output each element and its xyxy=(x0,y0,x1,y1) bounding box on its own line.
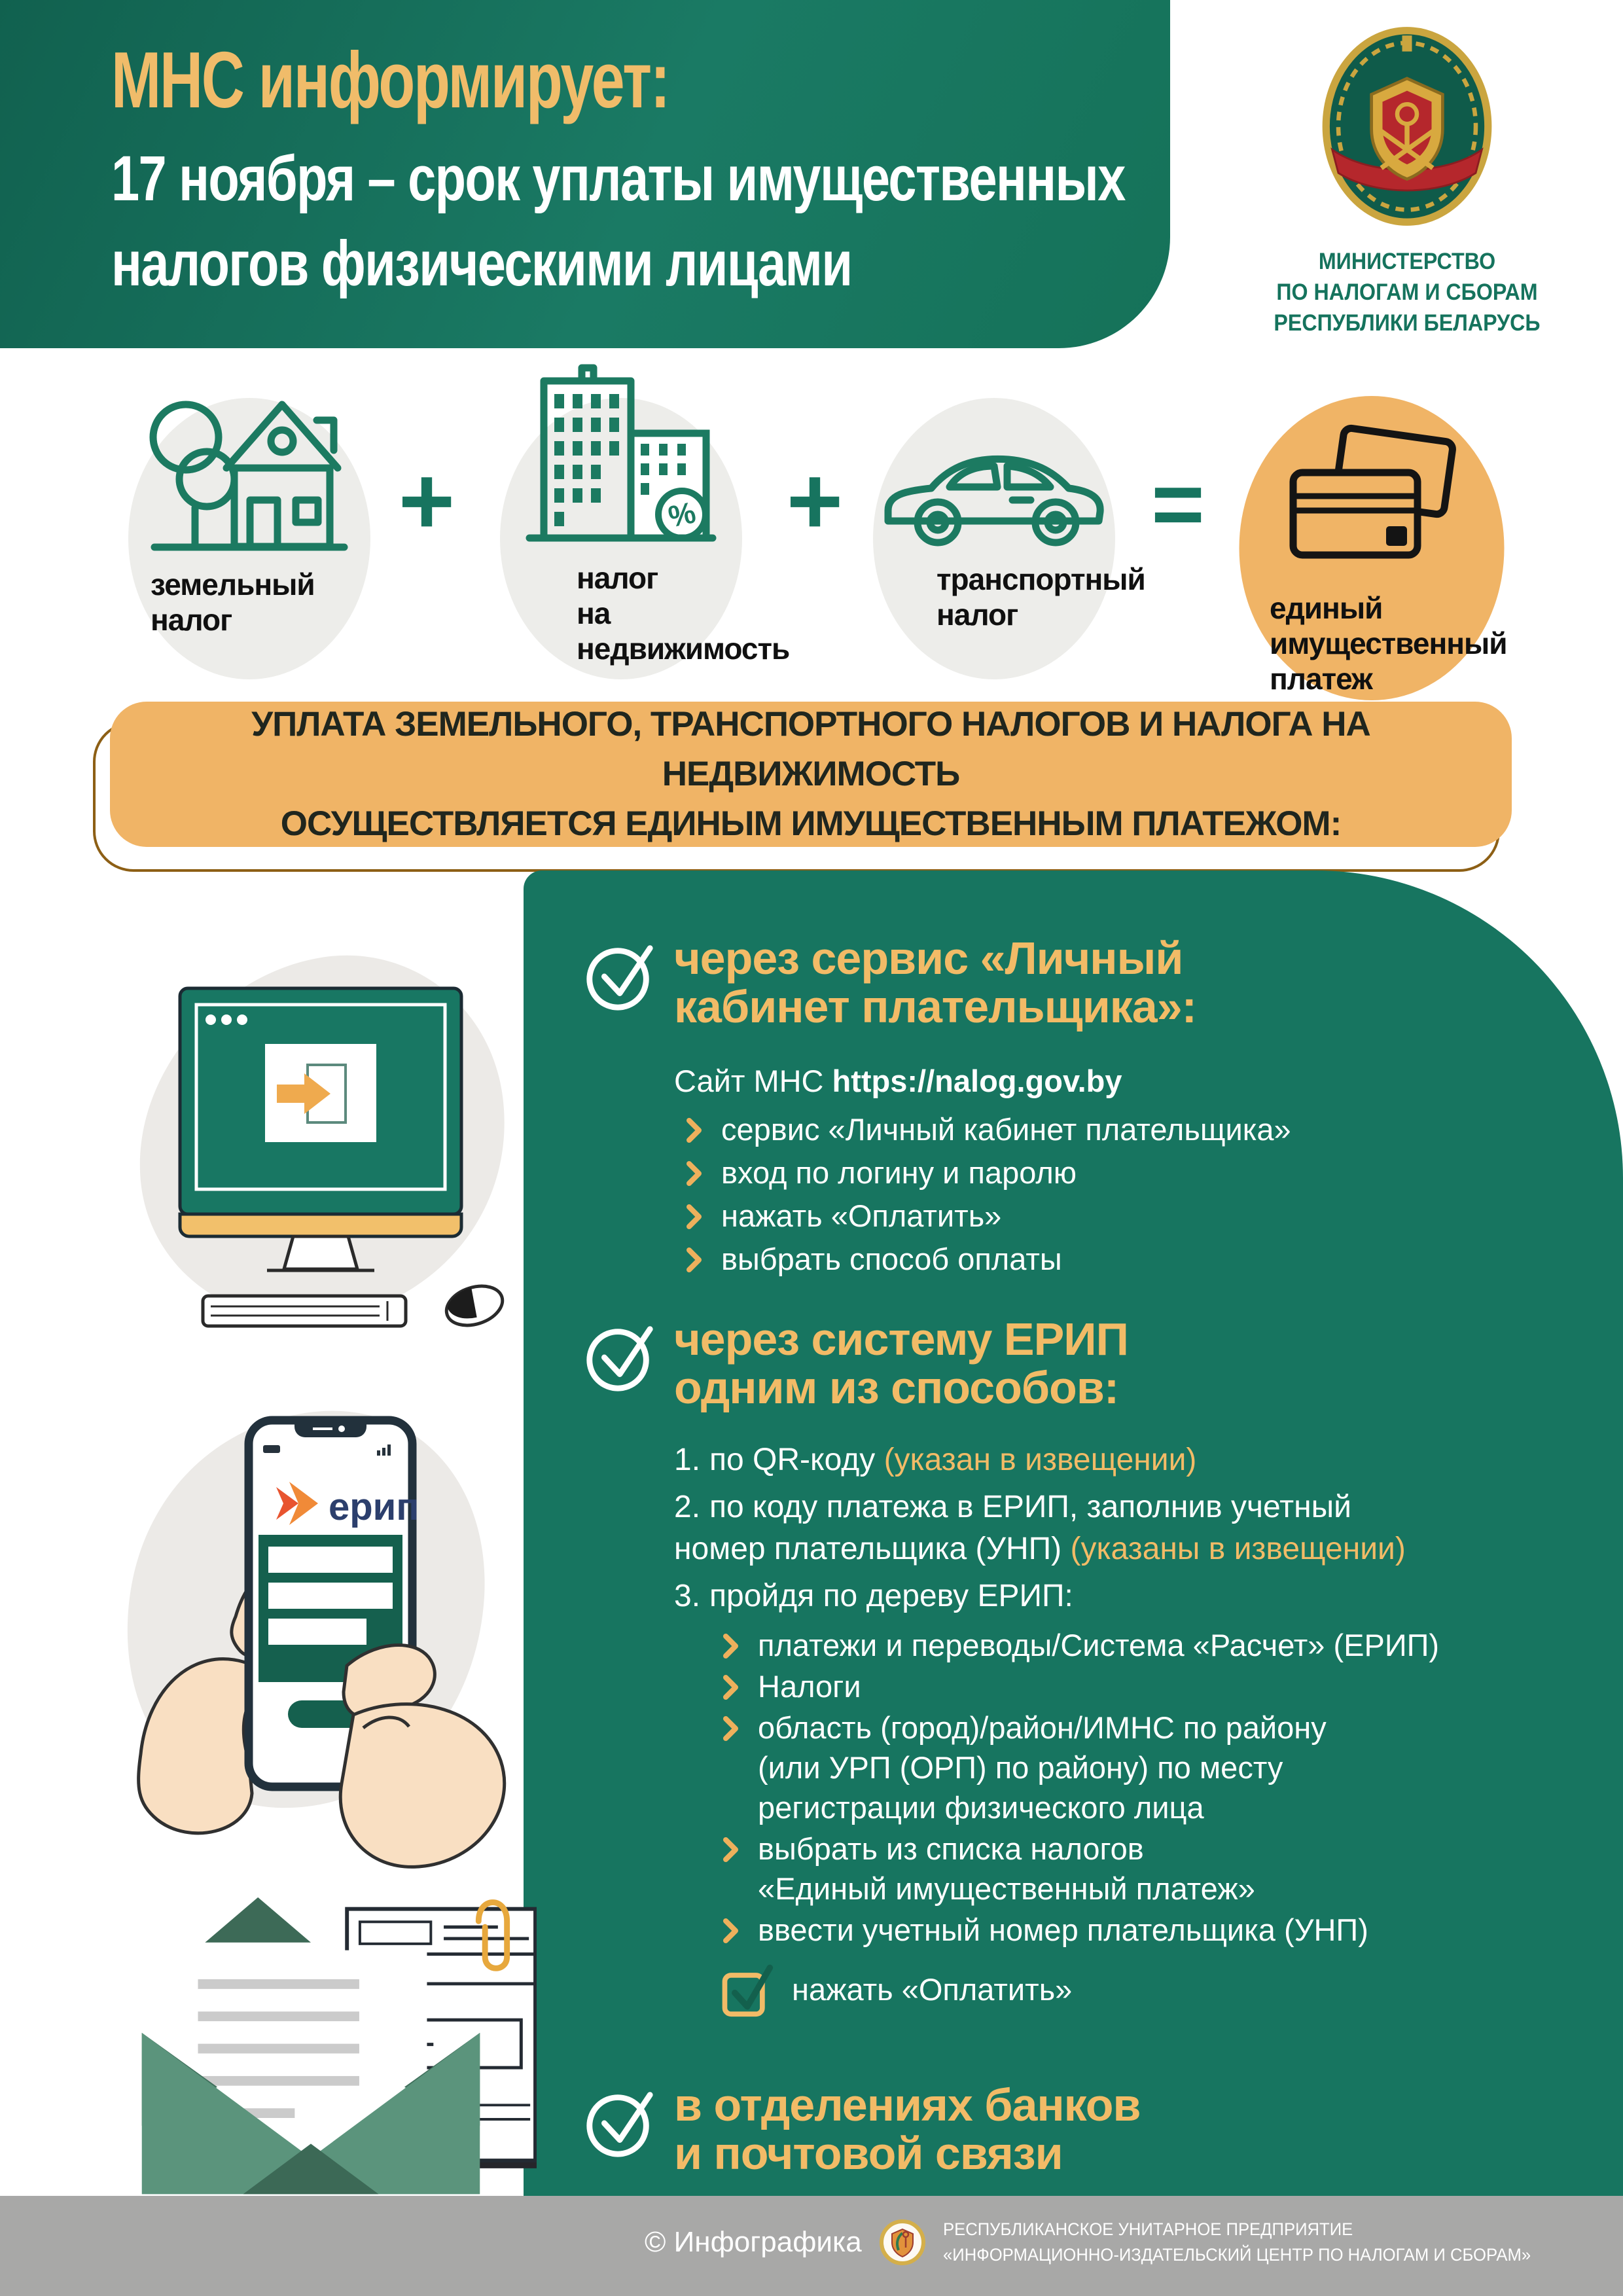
chevron-icon xyxy=(722,1633,740,1659)
copyright-text: © Инфографика xyxy=(645,2226,862,2258)
section-personal-cabinet xyxy=(581,934,1584,1280)
chevron-icon xyxy=(686,1117,703,1143)
equals-operator: = xyxy=(1151,452,1205,555)
payment-methods-panel xyxy=(524,870,1623,2196)
banner-text-box xyxy=(110,702,1512,847)
list-item: Налоги xyxy=(722,1666,1584,1706)
payment-banner xyxy=(110,702,1512,847)
erip-logo-text: ерип xyxy=(329,1486,419,1528)
step-item: 3. пройдя по дереву ЕРИП: xyxy=(674,1579,1073,1613)
step-item: 2. по коду платежа в ЕРИП, заполнив учетный номер плательщика (УНП) (указаны в извещении) xyxy=(674,1490,1406,1566)
page-title xyxy=(111,136,1125,306)
footer-bar xyxy=(0,2196,1623,2296)
tax-item-label: земельный налог xyxy=(151,567,315,637)
tax-equation-row xyxy=(110,360,1524,696)
envelope-illustration xyxy=(85,1857,537,2198)
section-title: через систему ЕРИП одним из способов: xyxy=(674,1314,1128,1413)
plus-operator: + xyxy=(398,447,455,555)
cabinet-steps-list xyxy=(674,1109,1584,1280)
tax-item-land xyxy=(110,360,388,687)
check-circle-icon xyxy=(581,937,658,1014)
step-item: 1. по QR-коду (указан в извещении) xyxy=(674,1443,1197,1477)
header-banner xyxy=(0,0,1170,348)
ministry-emblem-icon xyxy=(1309,18,1505,234)
list-item: выбрать способ оплаты xyxy=(686,1239,1584,1280)
chevron-icon xyxy=(686,1204,703,1230)
section-title: через сервис «Личный кабинет плательщика»: xyxy=(674,933,1196,1032)
page-title-line2: налогов физическими лицами xyxy=(111,228,852,299)
list-item: платежи и переводы/Система «Расчет» (ЕРИП) xyxy=(722,1625,1584,1665)
plus-operator: + xyxy=(786,447,844,555)
chevron-icon xyxy=(686,1160,703,1187)
publisher-name: РЕСПУБЛИКАНСКОЕ УНИТАРНОЕ ПРЕДПРИЯТИЕ «ИНФОРМАЦИОННО-ИЗДАТЕЛЬСКИЙ ЦЕНТР ПО НАЛОГАМ И СБОРАМ» xyxy=(942,2219,1531,2265)
chevron-icon xyxy=(686,1247,703,1273)
list-item: область (город)/район/ИМНС по району (или УРП (ОРП) по району) по месту регистрации физического лица xyxy=(722,1708,1584,1827)
erip-numbered-steps xyxy=(674,1439,1584,1617)
tax-item-transport xyxy=(853,360,1145,687)
list-item: вход по логину и паролю xyxy=(686,1153,1584,1193)
tax-item-label: единый имущественный платеж xyxy=(1270,591,1507,696)
tax-item-realestate xyxy=(465,360,790,687)
list-item: сервис «Личный кабинет плательщика» xyxy=(686,1109,1584,1150)
banner-line2: ОСУЩЕСТВЛЯЕТСЯ ЕДИНЫМ ИМУЩЕСТВЕННЫМ ПЛАТЕЖОМ: xyxy=(280,804,1342,843)
computer-illustration xyxy=(92,913,537,1384)
credit-cards-icon xyxy=(1274,423,1470,586)
site-line: Сайт МНС https://nalog.gov.by xyxy=(674,1064,1122,1098)
section-banks-post xyxy=(581,2081,1584,2178)
chevron-icon xyxy=(722,1918,740,1944)
tax-item-label: транспортный налог xyxy=(936,562,1145,632)
list-item: выбрать из списка налогов «Единый имущественный платеж» xyxy=(722,1829,1584,1909)
chevron-icon xyxy=(722,1837,740,1863)
tax-item-label: налог на недвижимость xyxy=(577,561,790,666)
check-circle-icon xyxy=(581,2083,658,2161)
ministry-logo-block xyxy=(1243,18,1571,338)
header-kicker: МНС информирует: xyxy=(111,35,669,124)
erip-tree-list xyxy=(722,1625,1584,1950)
footer-emblem-icon xyxy=(879,2219,926,2266)
page-title-line1: 17 ноября – срок уплаты имущественных xyxy=(111,143,1125,214)
list-item: ввести учетный номер плательщика (УНП) xyxy=(722,1910,1584,1950)
banner-line1: УПЛАТА ЗЕМЕЛЬНОГО, ТРАНСПОРТНОГО НАЛОГОВ И НАЛОГА НА НЕДВИЖИМОСТЬ xyxy=(251,705,1370,793)
chevron-icon xyxy=(722,1674,740,1700)
pay-note: нажать «Оплатить» xyxy=(717,1958,1584,2020)
car-icon xyxy=(870,401,1118,558)
svg-text:%: % xyxy=(665,495,698,534)
tax-item-unified-payment xyxy=(1221,360,1522,696)
chevron-icon xyxy=(722,1715,740,1742)
house-tree-icon xyxy=(128,360,370,563)
buildings-percent-icon xyxy=(500,360,742,556)
section-erip xyxy=(581,1315,1584,2020)
nalog-url: https://nalog.gov.by xyxy=(832,1064,1122,1098)
check-circle-icon xyxy=(581,1318,658,1395)
section-title: в отделениях банков и почтовой связи xyxy=(674,2079,1141,2179)
checkbox-check-icon xyxy=(717,1958,775,2020)
ministry-name: МИНИСТЕРСТВО ПО НАЛОГАМ И СБОРАМ РЕСПУБЛИКИ БЕЛАРУСЬ xyxy=(1274,249,1541,336)
list-item: нажать «Оплатить» xyxy=(686,1196,1584,1236)
